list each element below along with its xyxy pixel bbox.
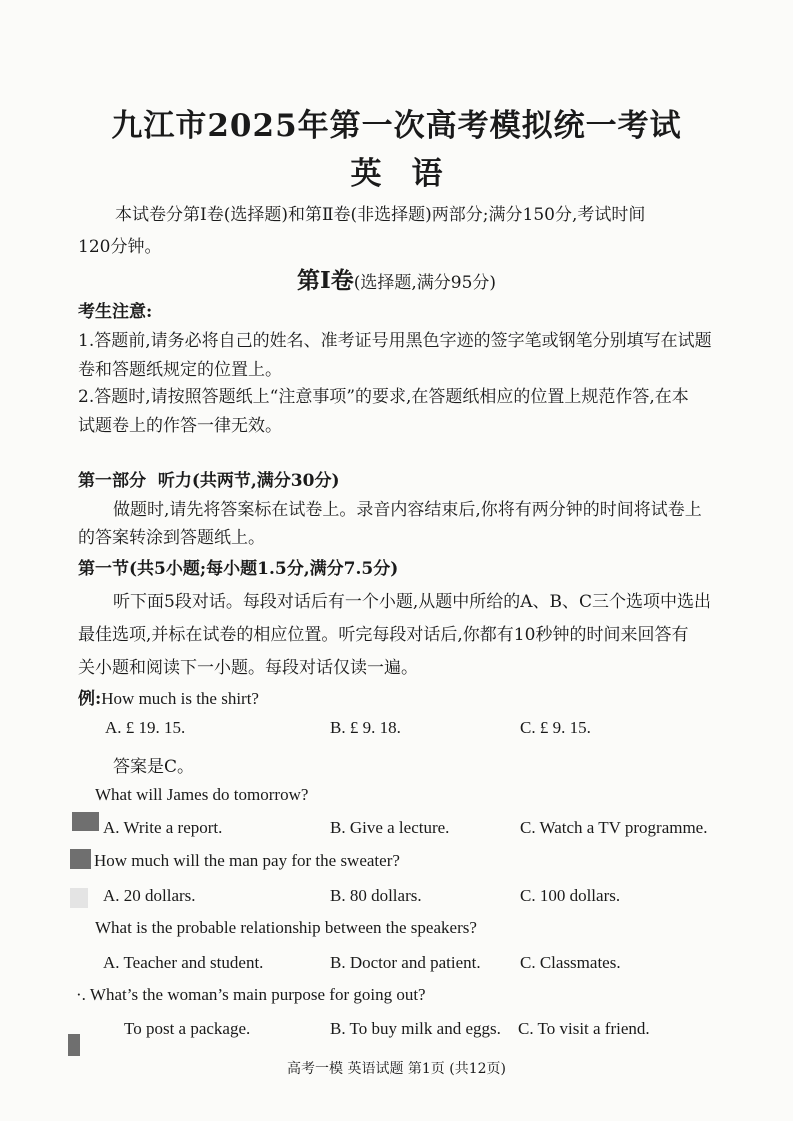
scan-mark: [70, 849, 91, 869]
question-4: [76, 985, 426, 1005]
question-4-option-a: To post a package.: [124, 1019, 251, 1038]
question-2-option-c: C. 100 dollars.: [520, 886, 621, 905]
notice-item-1-line-1: 1.答题前,请务必将自己的姓名、准考证号用黑色字迹的签字笔或钢笔分别填写在试题: [78, 331, 712, 351]
page-footer: 高考一模 英语试题 第1页 (共12页): [287, 1061, 506, 1077]
question-4-option-c: C. To visit a friend.: [518, 1019, 650, 1038]
question-3-option-b: B. Doctor and patient.: [330, 953, 481, 972]
section1-desc-line-3: 关小题和阅读下一小题。每段对话仅读一遍。: [78, 658, 418, 678]
example-question-text: How much is the shirt?: [101, 689, 259, 708]
intro-line-2: 120分钟。: [78, 237, 162, 257]
example-prefix: 例:: [78, 689, 102, 709]
section1-heading: 第一节(共5小题;每小题1.5分,满分7.5分): [78, 559, 399, 579]
subject-title: 英语: [350, 156, 473, 192]
question-3-option-a: A. Teacher and student.: [103, 953, 264, 972]
question-2-option-a: A. 20 dollars.: [103, 886, 196, 905]
example-answer: 答案是C。: [113, 757, 195, 777]
question-1-text: What will James do tomorrow?: [95, 785, 309, 804]
example-option-c: C. £ 9. 15.: [520, 718, 591, 737]
example-option-b: B. £ 9. 18.: [330, 718, 401, 737]
example-question: [78, 684, 259, 709]
example-option-a: A. £ 19. 15.: [105, 718, 186, 737]
scan-mark: [72, 812, 99, 831]
question-4-option-b: B. To buy milk and eggs.: [330, 1019, 501, 1038]
part1-heading: 第一部分 听力(共两节,满分30分): [78, 471, 340, 491]
question-3-text: What is the probable relationship between the speakers?: [95, 918, 477, 937]
question-2-option-b: B. 80 dollars.: [330, 886, 422, 905]
notice-heading: 考生注意:: [78, 302, 153, 322]
part1-desc-line-2: 的答案转涂到答题纸上。: [78, 528, 265, 548]
question-3-option-c: C. Classmates.: [520, 953, 621, 972]
question-1-option-c: C. Watch a TV programme.: [520, 818, 708, 837]
scan-mark: [68, 1034, 80, 1056]
notice-item-2-line-2: 试题卷上的作答一律无效。: [78, 416, 282, 436]
scan-mark: [70, 888, 88, 908]
section1-desc-line-1: 听下面5段对话。每段对话后有一个小题,从题中所给的A、B、C三个选项中选出: [113, 592, 711, 612]
question-1-option-b: B. Give a lecture.: [330, 818, 450, 837]
question-2-text: How much will the man pay for the sweater?: [94, 851, 400, 870]
question-1-option-a: A. Write a report.: [103, 818, 223, 837]
question-4-prefix: ·.: [76, 985, 86, 1004]
notice-item-2-line-1: 2.答题时,请按照答题纸上“注意事项”的要求,在答题纸相应的位置上规范作答,在本: [78, 387, 689, 407]
exam-title: 九江市2025年第一次高考模拟统一考试: [111, 108, 682, 144]
volume-heading: [0, 262, 793, 295]
intro-line-1: 本试卷分第Ⅰ卷(选择题)和第Ⅱ卷(非选择题)两部分;满分150分,考试时间: [115, 205, 646, 225]
section1-desc-line-2: 最佳选项,并标在试卷的相应位置。听完每段对话后,你都有10秒钟的时间来回答有: [78, 625, 689, 645]
volume-subtitle: (选择题,满分95分): [353, 273, 497, 293]
notice-item-1-line-2: 卷和答题纸规定的位置上。: [78, 360, 282, 380]
volume-title: 第Ⅰ卷: [296, 267, 354, 294]
part1-desc-line-1: 做题时,请先将答案标在试卷上。录音内容结束后,你将有两分钟的时间将试卷上: [113, 500, 702, 520]
question-4-text: What’s the woman’s main purpose for going out?: [89, 985, 426, 1004]
